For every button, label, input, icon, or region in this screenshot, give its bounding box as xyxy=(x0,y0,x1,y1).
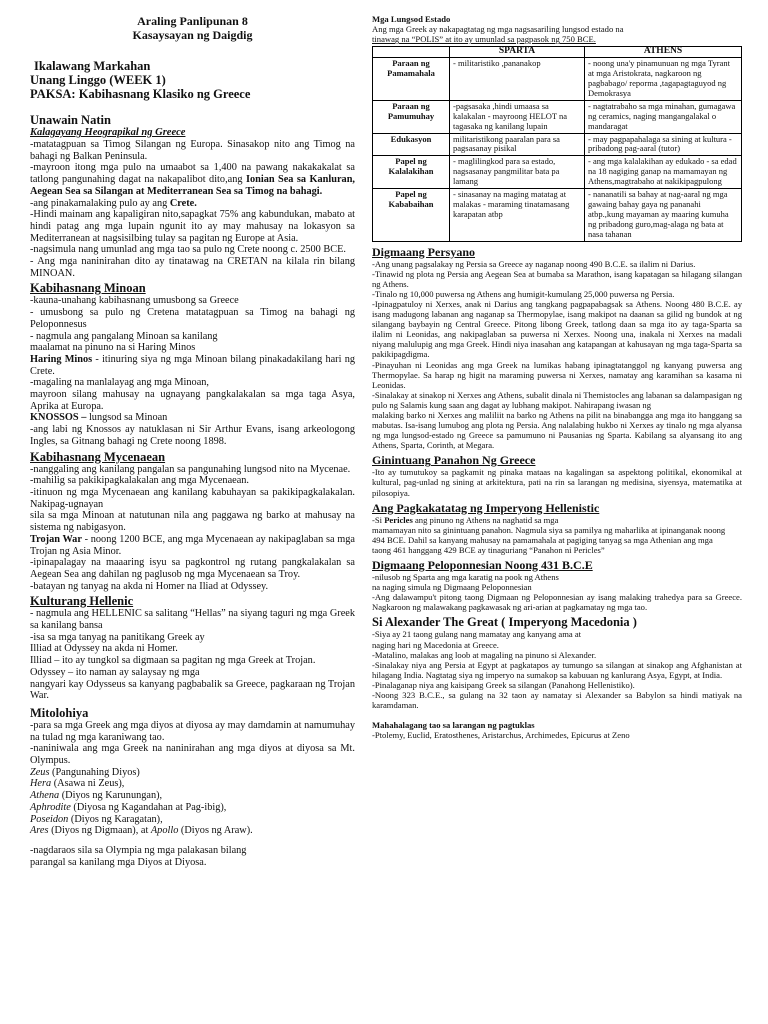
table-row xyxy=(373,58,742,101)
sparta-cell: -pagsasaka ,hindi umaasa sa kalakalan - mayroong HELOT na tagasaka ng kanilang lupain xyxy=(450,100,585,133)
paragraph: Ang mga Greek ay nakapagtatag ng mga nagsasariling lungsod estado na xyxy=(372,24,624,35)
persyano-heading: Digmaang Persyano xyxy=(372,244,475,259)
athens-cell: - nananatili sa bahay at nag-aaral ng mga gawaing bahay gaya ng pananahi atbp.,kung mayaman ay maaring kumuha ng pribadong guro,mag-alaga ng bata at nasa tahanan xyxy=(585,189,742,242)
paragraph: -ang pinakamalaking pulo ay ang Crete. xyxy=(30,197,197,209)
paragraph: -Ptolemy, Euclid, Eratosthenes, Aristarchus, Archimedes, Epicurus at Zeno xyxy=(372,730,630,741)
table-header-row xyxy=(373,47,742,58)
row-label: Paraan ng Pamamahala xyxy=(373,58,450,101)
paragraph: -Tinalo ng 10,000 puwersa ng Athens ang humigit-kumulang 25,000 puwersa ng Persia. xyxy=(372,288,675,299)
paragraph: -nilusob ng Sparta ang mga karatig na pook ng Athens xyxy=(372,572,559,583)
paragraph: - umusbong sa pulo ng Cretena matatagpuan sa Timog na bahagi ng Peloponnesus xyxy=(30,307,355,330)
paragraph: mamamayan nito sa ginintuang panahon. Nagmula siya sa pamilya ng maharlika at ipinanganak noong xyxy=(372,524,726,535)
table-header-sparta: SPARTA xyxy=(450,47,585,58)
athens-cell: - nagtatrabaho sa mga minahan, gumagawa ng ceramics, naging mangangalakal o mandaragat xyxy=(585,100,742,133)
paragraph: tinawag na “POLIS” at ito ay umunlad sa pagpasok ng 750 BCE. xyxy=(372,34,596,45)
row-label: Papel ng Kababaihan xyxy=(373,189,450,242)
paragraph: - nagmula ang pangalang Minoan sa kanilang xyxy=(30,330,218,342)
god-item: Hera (Asawa ni Zeus), xyxy=(30,778,125,790)
paragraph: - nagmula ang HELLENIC sa salitang “Hellas” na siyang taguri ng mga Greek sa kanilang bansa xyxy=(30,608,355,632)
god-item: Aphrodite (Diyosa ng Kagandahan at Pag-ibig), xyxy=(30,801,227,813)
paragraph: mayroon silang mahusay na ugnayang pangkalakalan sa mga taga Asya, Aprika at Europa. xyxy=(30,389,355,412)
paragraph: -mayroon itong mga pulo na umaabot sa 1,400 na pawang nakakakalat sa tatlong pangunahing dagat na nakapalibot dito,ang Ionian Sea sa Kanluran, Aegean Sea sa Silangan at Mediterranean Sea sa Timog na bahagi. xyxy=(30,162,355,197)
athens-cell: - noong una'y pinamunuan ng mga Tyrant at mga Aristokrata, nagkaroon ng pagbabago/ reporma ,tagapagtaguyod ng Demokrasya xyxy=(585,58,742,101)
god-item: Athena (Diyos ng Karunungan), xyxy=(30,790,163,802)
paragraph: -nagsimula nang umunlad ang mga tao sa pulo ng Crete noong c. 2500 BCE. xyxy=(30,244,347,256)
paragraph: Illiad at Odyssey na akda ni Homer. xyxy=(30,643,178,655)
table-row xyxy=(373,100,742,133)
lungsod-heading: Mga Lungsod Estado xyxy=(372,14,451,24)
heograpiya-heading: Kalagayang Heograpikal ng Greece xyxy=(30,127,186,138)
athens-cell: - may pagpapahalaga sa sining at kultura - pribadong pag-aaral (tutor) xyxy=(585,133,742,156)
paragraph: -magaling na manlalayag ang mga Minoan, xyxy=(30,377,209,389)
paragraph: -Noong 323 B.C.E., sa gulang na 32 taon ay namatay si Alexander sa Babylon sa hindi matiyak na karamdaman. xyxy=(372,689,742,711)
paragraph: -ang labi ng Knossos ay natuklasan ni Sir Arthur Evans, isang arkeologong Ingles, sa Gitnang bahagi ng Crete noong 1898. xyxy=(30,424,355,447)
table-row xyxy=(373,189,742,242)
paragraph: -Hindi mainam ang kapaligiran nito,sapagkat 75% ang kabundukan, mabato at hindi patag ang mga lupain ngunit ito ay may mahusay na lokasyon sa Mediterranean at nagsisilbing tulay sa pagitan ng Europe at Asia. xyxy=(30,209,355,244)
paragraph: 494 BCE. Dahil sa kanyang mahusay na pamamahala at pagiging tanyag sa mga Athenian ang mga xyxy=(372,534,713,545)
paragraph: na naging simula ng Digmaang Peloponnesian xyxy=(372,582,532,593)
paragraph: nangyari kay Odysseus sa kanyang pagbabalik sa Greece, pagkaraan ng Trojan War. xyxy=(30,678,355,702)
paragraph: -para sa mga Greek ang mga diyos at diyosa ay may damdamin at namumuhay na tulad ng mga karaniwang tao. xyxy=(30,719,355,743)
paragraph: -Si Pericles ang pinuno ng Athens na naghatid sa mga xyxy=(372,514,559,525)
quarter-heading: Ikalawang Markahan xyxy=(34,59,151,73)
god-item: Ares (Diyos ng Digmaan), at Apollo (Diyos ng Araw). xyxy=(30,825,253,837)
hellenic-heading: Kulturang Hellenic xyxy=(30,594,134,609)
paragraph: parangal sa kanilang mga Diyos at Diyosa. xyxy=(30,856,207,868)
paragraph: taong 461 hanggang 429 BCE ay tinaguriang “Panahon ni Pericles” xyxy=(372,544,605,555)
row-label: Edukasyon xyxy=(373,133,450,156)
peloponnesian-heading: Digmaang Peloponnesian Noong 431 B.C.E xyxy=(372,558,593,573)
paragraph: -itinuon ng mga Mycenaean ang kanilang kabuhayan sa pakikipagkalakalan. Nakipag-ugnayan xyxy=(30,486,355,510)
god-item: Zeus (Pangunahing Diyos) xyxy=(30,766,140,778)
paragraph: -naniniwala ang mga Greek na naninirahan ang mga diyos at diyosa sa Mt. Olympus. xyxy=(30,743,355,767)
paragraph: Haring Minos - itinuring siya ng mga Minoan bilang pinakadakilang hari ng Crete. xyxy=(30,353,356,377)
row-label: Paraan ng Pamumuhay xyxy=(373,100,450,133)
paragraph: -ipinapalagay na maaaring isyu sa pagkontrol ng rutang pangkalakalan sa Aegean Sea ang dahilan ng paglusob ng mga Mycenaean sa Troy. xyxy=(30,557,355,580)
paragraph: -Ang unang pagsalakay ng Persia sa Greece ay naganap noong 490 B.C.E. sa ilalim ni Darius. xyxy=(372,258,696,269)
imperyong-heading: Ang Pagkakatatag ng Imperyong Hellenistic xyxy=(372,500,600,515)
paragraph: -Pinayuhan ni Leonidas ang mga Greek na lumikas habang ipinagtatanggol ng kanyang puwersa ang Thermopylae. Sa harap ng higit na maraming puwersa ni Xerxes, namatay ang karamihan sa kasama ni Leonidas. xyxy=(372,359,742,390)
paragraph: -Matalino, malakas ang loob at magaling na pinuno si Alexander. xyxy=(372,649,597,660)
paragraph: -Ito ay tumutukoy sa pagkamit ng pinaka mataas na kagalingan sa aspektong politikal, ekonomikal at kultural, pag-unlad ng sining at arkitektura, pati na rin sa larangan ng medisina, siyensya, matematika at pilosopiya. xyxy=(372,467,742,498)
paragraph: -isa sa mga tanyag na panitikang Greek ay xyxy=(30,631,205,643)
table-row xyxy=(373,156,742,189)
paragraph: -Siya ay 21 taong gulang nang mamatay ang kanyang ama at xyxy=(372,629,582,640)
mahahalagang-heading: Mahahalagang tao sa larangan ng pagtuklas xyxy=(372,720,535,731)
course-title: Kasaysayan ng Daigdig xyxy=(132,28,253,42)
sparta-cell: - maglilingkod para sa estado, nagsasanay pangmilitar bata pa lamang xyxy=(450,156,585,189)
paragraph: naging hari ng Macedonia at Greece. xyxy=(372,639,499,650)
paragraph: -Sinalakay niya ang Persia at Egypt at pagkatapos ay tumungo sa silangan at sinakop ang Afghanistan at hilagang India. Nagtatag siya ng imperyo na sumakop sa kabuuan ng kanlurang Asya, Egypt, at India. xyxy=(372,659,742,680)
paragraph: -Pinalaganap niya ang kaisipang Greek sa silangan (Panahong Hellenistiko). xyxy=(372,679,635,690)
paragraph: -Ipinagpatuloy ni Xerxes, anak ni Darius ang tangkang pagpapabagsak sa Athens. Noong 480 B.C.E. ay isang madugong labanan ang naganap sa Thermopylae, isang makipot na daanan sa gilid ng bundok at ng silangang baybayin ng Central Greece. Pitong libong Greek, tatlong daan sa mga ito ay taga-Sparta sa ilalim ni Leonidas, ang nakipaglaban sa puwersa ni Xerxes. Noong una, inakala ni Xerxes na madali niyang malulupig ang mga Greek. Hindi niya inasahan ang katapangan at kahusayan ng mga taga-Sparta sa pakikipagdigma. xyxy=(372,298,742,360)
paragraph: -mahilig sa pakikipagkalakalan ang mga Mycenaean. xyxy=(30,475,250,487)
mitolohiya-heading: Mitolohiya xyxy=(30,705,89,720)
subject-title: Araling Panlipunan 8 xyxy=(137,14,248,28)
unawain-heading: Unawain Natin xyxy=(30,113,111,127)
table-row xyxy=(373,133,742,156)
mycenaean-heading: Kabihasnang Mycenaean xyxy=(30,449,166,464)
paragraph: -nanggaling ang kanilang pangalan sa pangunahing lungsod nito na Mycenae. xyxy=(30,463,351,475)
paragraph: -batayan ng tanyag na akda ni Homer na Iliad at Odyssey. xyxy=(30,580,269,592)
sparta-cell: militaristikong paaralan para sa pagsasanay pisikal xyxy=(450,133,585,156)
paragraph: malaking barko ni Xerxes ang maliliit na barko ng Athens na pilit na binabangga ang mga ito hanggang sa mabutas. Isa-isang lumubog ang plota ng Persia. Ang nalalabing hukbo ni Xerxes ay tinalo ng mga alyansa ng mga lungsod-estado ng Greece sa pamumuno ni Pausanias ng Sparta. Kabilang sa alyansang ito ang Athens, Sparta, Corinth, at Megara. xyxy=(372,410,742,451)
sparta-athens-table xyxy=(372,46,742,241)
paragraph: - Ang mga naninirahan dito ay tinatawag na CRETAN na kilala rin bilang MINOAN. xyxy=(30,256,355,279)
god-item: Poseidon (Diyos ng Karagatan), xyxy=(30,813,163,825)
week-heading: Unang Linggo (WEEK 1) xyxy=(30,73,166,87)
right-column xyxy=(372,14,742,740)
paragraph: Illiad – ito ay tungkol sa digmaan sa pagitan ng mga Greek at Trojan. xyxy=(30,655,316,667)
paragraph: KNOSSOS – lungsod sa Minoan xyxy=(30,412,168,424)
row-label: Papel ng Kalalakihan xyxy=(373,156,450,189)
paragraph: -Tinawid ng plota ng Persia ang Aegean Sea at bumaba sa Marathon, isang kapatagan sa hilagang silangan ng Athens. xyxy=(372,268,742,289)
paragraph: -Ang dalawampu't pitong taong Digmaan ng Peloponnesian ay isang malaking trahedya para sa Greece. Nagkaroon ng malawakang pagkawasak ng ari-arian at pagkamatay ng mga tao. xyxy=(372,592,742,613)
left-column xyxy=(30,14,355,868)
table-header-blank xyxy=(373,47,450,58)
paragraph: -nagdaraos sila sa Olympia ng mga palakasan bilang xyxy=(30,844,247,856)
ginintuang-heading: Ginintuang Panahon Ng Greece xyxy=(372,453,536,468)
topic-heading: PAKSA: Kabihasnang Klasiko ng Greece xyxy=(30,87,251,101)
paragraph: sila sa mga Minoan at natutunan nila ang paggawa ng barko at mahusay na sistema ng nabigasyon. xyxy=(30,510,355,534)
paragraph: -Sinalakay at sinakop ni Xerxes ang Athens, subalit dinala ni Themistocles ang labanan sa dalampasigan ng pulo ng Salamis kung saan ang dagat ay lubhang makipot. Nahirapang iwasan ng xyxy=(372,389,742,410)
paragraph: Odyssey – ito naman ay salaysay ng mga xyxy=(30,666,200,678)
paragraph: Trojan War - noong 1200 BCE, ang mga Mycenaean ay nakipaglaban sa mga Trojan ng Asia Minor. xyxy=(30,533,355,557)
sparta-cell: - sinasanay na maging matatag at malakas - maraming tinatamasang karapatan atbp xyxy=(450,189,585,242)
alexander-heading: Si Alexander The Great ( Imperyong Macedonia ) xyxy=(372,615,637,630)
paragraph: -matatagpuan sa Timog Silangan ng Europa. Sinasakop nito ang Timog na bahagi ng Balkan Peninsula. xyxy=(30,139,355,162)
athens-cell: - ang mga kalalakihan ay edukado - sa edad na 18 nagiging ganap na mamamayan ng Athens,magtrabaho at nakikipagpulong xyxy=(585,156,742,189)
minoan-heading: Kabihasnang Minoan xyxy=(30,281,146,296)
sparta-cell: - militaristiko ,pananakop xyxy=(450,58,585,101)
paragraph: maalamat na pinuno na si Haring Minos xyxy=(30,342,196,354)
paragraph: -kauna-unahang kabihasnang umusbong sa Greece xyxy=(30,295,239,307)
table-header-athens: ATHENS xyxy=(585,47,742,58)
